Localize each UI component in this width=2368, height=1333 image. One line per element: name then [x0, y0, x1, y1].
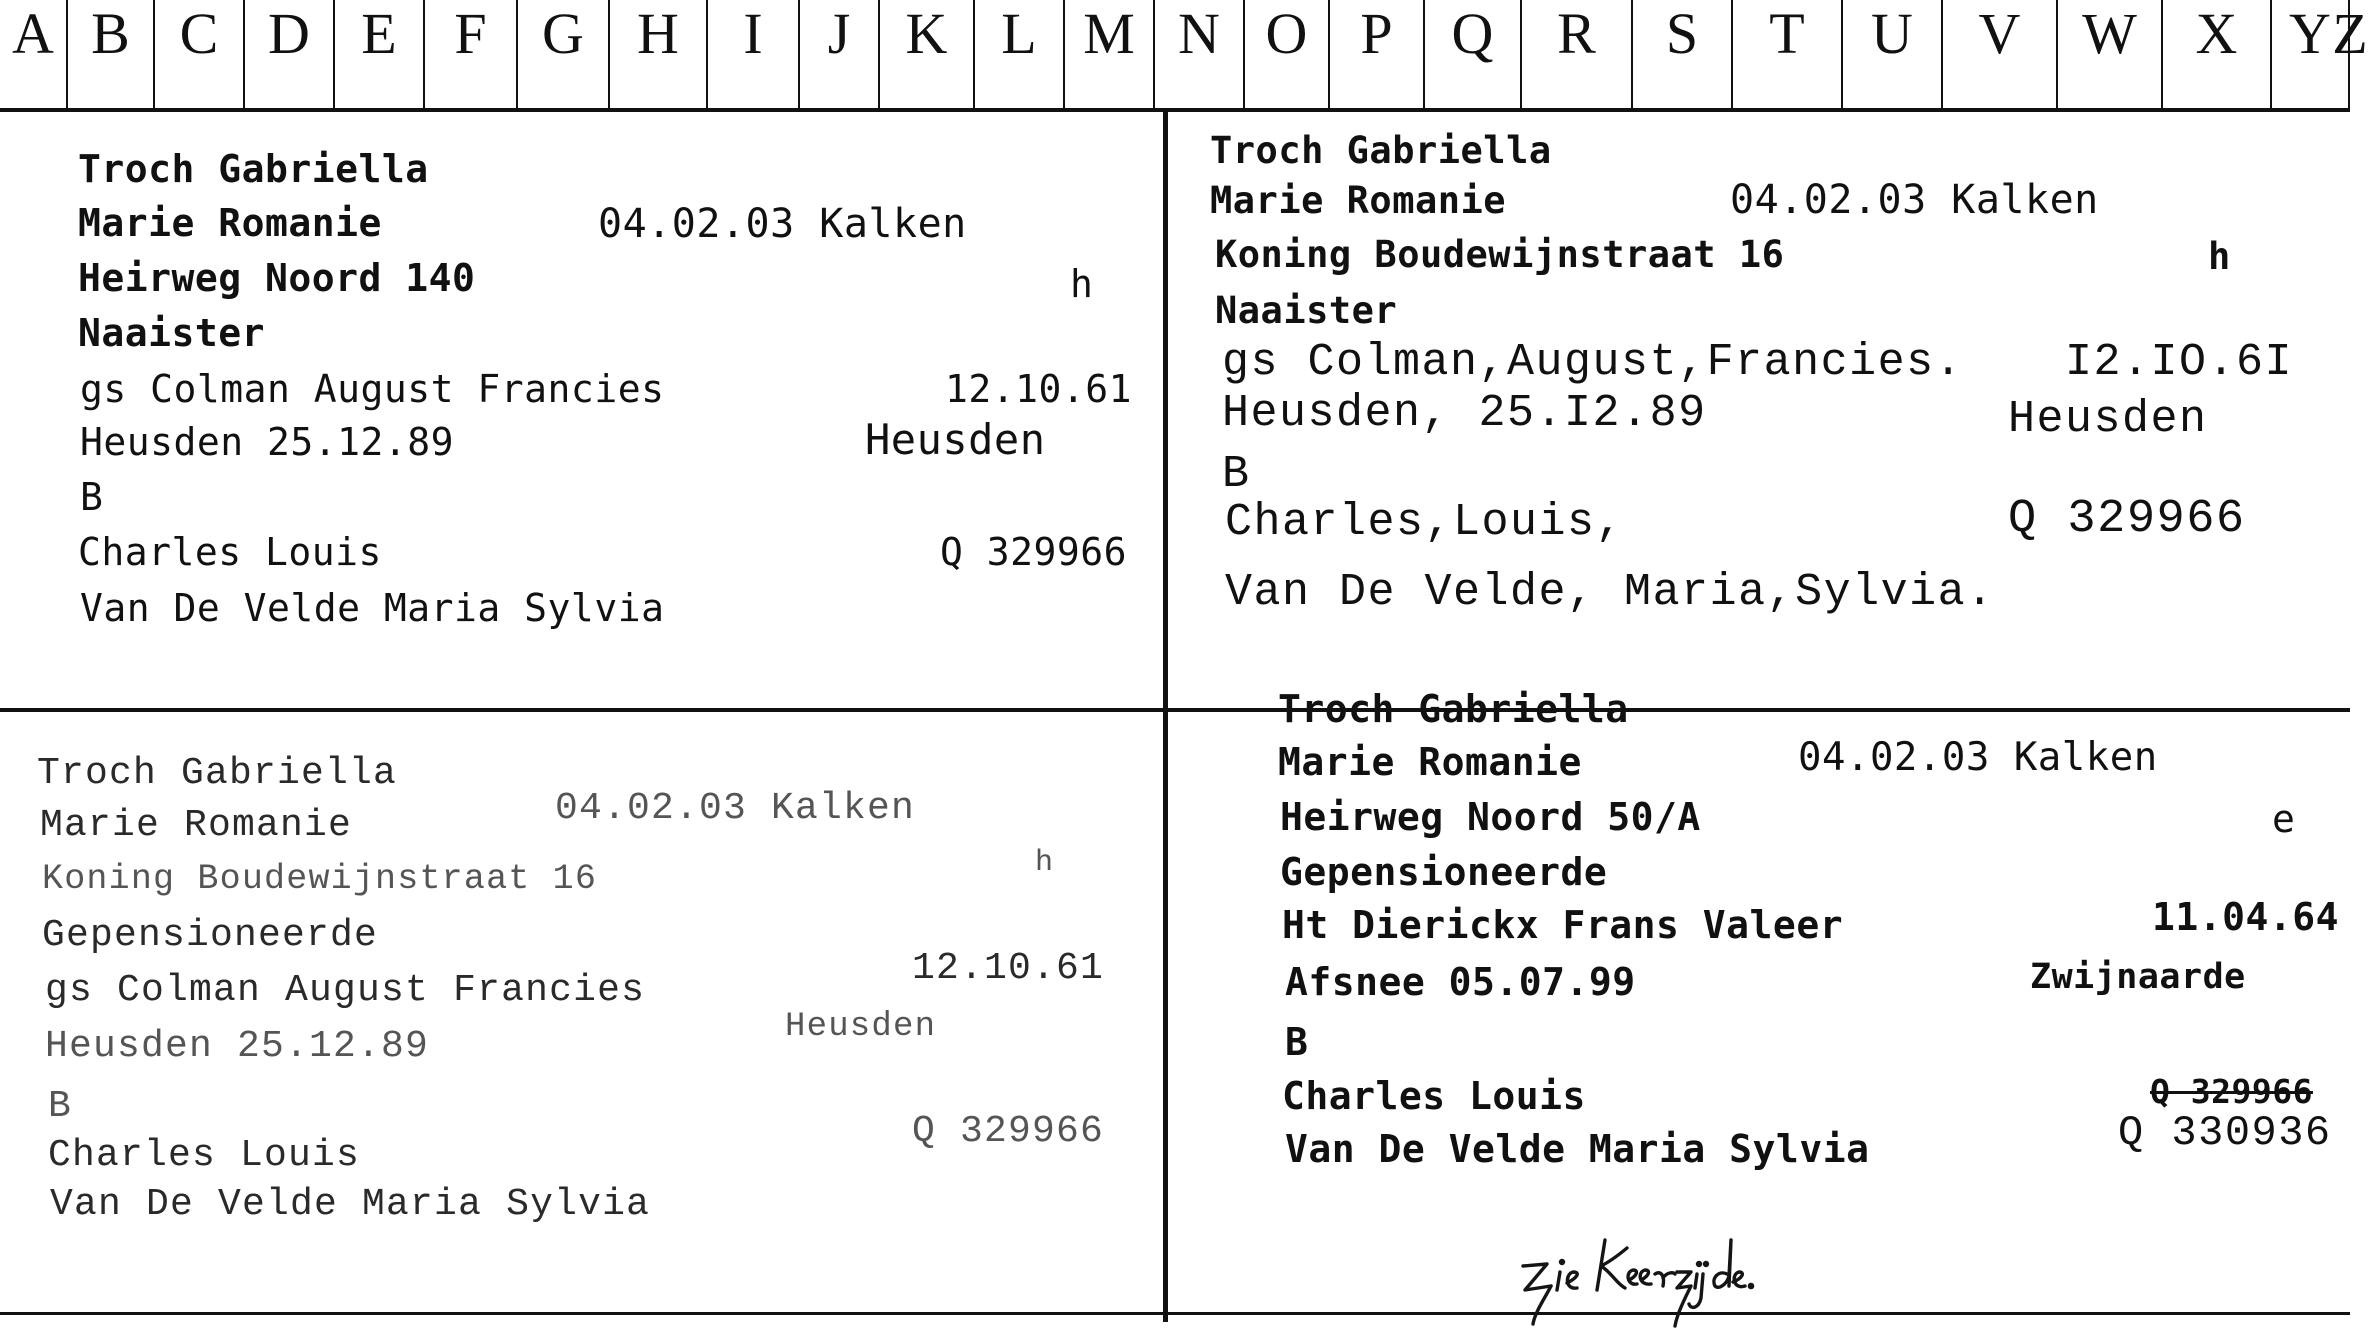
card-number: Q 329966: [940, 530, 1128, 574]
card-name: Troch Gabriella: [78, 147, 429, 191]
card-given-names: Marie Romanie: [78, 201, 382, 245]
card-given-names: Marie Romanie: [1210, 179, 1507, 222]
card-marriage-date: 12.10.61: [912, 947, 1105, 990]
alphabet-letter-o: O: [1245, 0, 1330, 108]
card-address: Koning Boudewijnstraat 16: [1215, 233, 1785, 276]
card-marriage-date: I2.IO.6I: [2065, 337, 2294, 388]
alphabet-letter-n: N: [1155, 0, 1245, 108]
alphabet-letter-i: I: [708, 0, 800, 108]
card-spouse-birth: Afsnee 05.07.99: [1285, 960, 1636, 1004]
card-spouse: gs Colman,August,Francies.: [1222, 337, 1964, 388]
card-birth: 04.02.03 Kalken: [598, 201, 967, 247]
card-number-old: Q 329966: [2150, 1072, 2313, 1111]
alphabet-letter-x: X: [2163, 0, 2272, 108]
card-marriage-place: Heusden: [785, 1008, 937, 1046]
card-name: Troch Gabriella: [1210, 129, 1552, 172]
card-mother: Van De Velde, Maria,Sylvia.: [1225, 567, 1995, 618]
card-given-names: Marie Romanie: [40, 804, 353, 847]
card-father: Charles Louis: [48, 1134, 361, 1177]
card-marriage-place: Zwijnaarde: [2030, 957, 2246, 997]
card-spouse-birth: Heusden, 25.I2.89: [1222, 388, 1707, 439]
alphabet-letter-w: W: [2058, 0, 2163, 108]
card-address: Heirweg Noord 50/A: [1280, 795, 1701, 839]
alphabet-index-bar: A B C D E F G H I J K L M N O P Q R S T U V W X Y Z: [0, 0, 2350, 112]
card-nationality: B: [1222, 449, 1251, 500]
card-name: Troch Gabriella: [1278, 687, 1629, 731]
card-code: h: [2208, 235, 2231, 278]
card-given-names: Marie Romanie: [1278, 740, 1582, 784]
alphabet-letter-v: V: [1943, 0, 2058, 108]
alphabet-letter-d: D: [245, 0, 335, 108]
card-mother: Van De Velde Maria Sylvia: [1285, 1127, 1870, 1171]
alphabet-letter-s: S: [1633, 0, 1733, 108]
card-mother: Van De Velde Maria Sylvia: [80, 586, 665, 630]
card-spouse: gs Colman August Francies: [80, 367, 665, 411]
alphabet-letter-j: J: [800, 0, 880, 108]
alphabet-letter-a: A: [0, 0, 68, 108]
alphabet-letter-l: L: [975, 0, 1065, 108]
alphabet-letter-k: K: [880, 0, 975, 108]
card-nationality: B: [1285, 1020, 1309, 1064]
card-address: Koning Boudewijnstraat 16: [42, 859, 598, 899]
card-father: Charles,Louis,: [1225, 497, 1625, 548]
alphabet-letter-f: F: [425, 0, 518, 108]
card-spouse-birth: Heusden 25.12.89: [45, 1025, 430, 1068]
card-occupation: Gepensioneerde: [42, 914, 379, 957]
card-birth: 04.02.03 Kalken: [555, 787, 916, 830]
card-occupation: Naaister: [78, 311, 266, 355]
horizontal-divider-left: [0, 708, 1165, 712]
alphabet-letter-r: R: [1522, 0, 1633, 108]
card-marriage-place: Heusden: [865, 415, 1046, 464]
alphabet-letter-e: E: [335, 0, 425, 108]
card-name: Troch Gabriella: [37, 752, 398, 795]
card-occupation: Gepensioneerde: [1280, 850, 1608, 894]
card-nationality: B: [80, 475, 104, 519]
card-code: h: [1035, 846, 1055, 880]
card-code: h: [1070, 262, 1094, 306]
alphabet-letter-u: U: [1843, 0, 1943, 108]
card-spouse: Ht Dierickx Frans Valeer: [1282, 903, 1844, 947]
alphabet-letter-b: B: [68, 0, 155, 108]
alphabet-letter-q: Q: [1425, 0, 1522, 108]
card-spouse-birth: Heusden 25.12.89: [80, 420, 455, 464]
card-birth: 04.02.03 Kalken: [1798, 735, 2158, 780]
card-address: Heirweg Noord 140: [78, 256, 476, 300]
card-marriage-date: 11.04.64: [2152, 895, 2340, 939]
bottom-rule: [0, 1312, 2350, 1315]
card-code: e: [2272, 797, 2296, 841]
card-marriage-date: 12.10.61: [945, 367, 1133, 411]
alphabet-letter-p: P: [1330, 0, 1425, 108]
card-nationality: B: [48, 1085, 73, 1128]
card-mother: Van De Velde Maria Sylvia: [50, 1183, 651, 1226]
alphabet-letter-y: Y: [2272, 0, 2350, 108]
card-number: Q 329966: [2008, 493, 2246, 546]
card-father: Charles Louis: [78, 530, 382, 574]
handwritten-note: [1505, 1228, 1845, 1328]
alphabet-letter-g: G: [518, 0, 610, 108]
alphabet-letter-h: H: [610, 0, 708, 108]
card-spouse: gs Colman August Francies: [45, 969, 646, 1012]
card-father: Charles Louis: [1282, 1074, 1586, 1118]
alphabet-letter-m: M: [1065, 0, 1155, 108]
card-number: Q 329966: [912, 1110, 1105, 1153]
card-birth: 04.02.03 Kalken: [1730, 177, 2099, 223]
alphabet-letter-c: C: [155, 0, 245, 108]
card-occupation: Naaister: [1215, 289, 1398, 332]
vertical-divider: [1163, 112, 1168, 1322]
card-marriage-place: Heusden: [2008, 394, 2208, 445]
alphabet-letter-t: T: [1733, 0, 1843, 108]
card-number: Q 330936: [2118, 1109, 2332, 1157]
